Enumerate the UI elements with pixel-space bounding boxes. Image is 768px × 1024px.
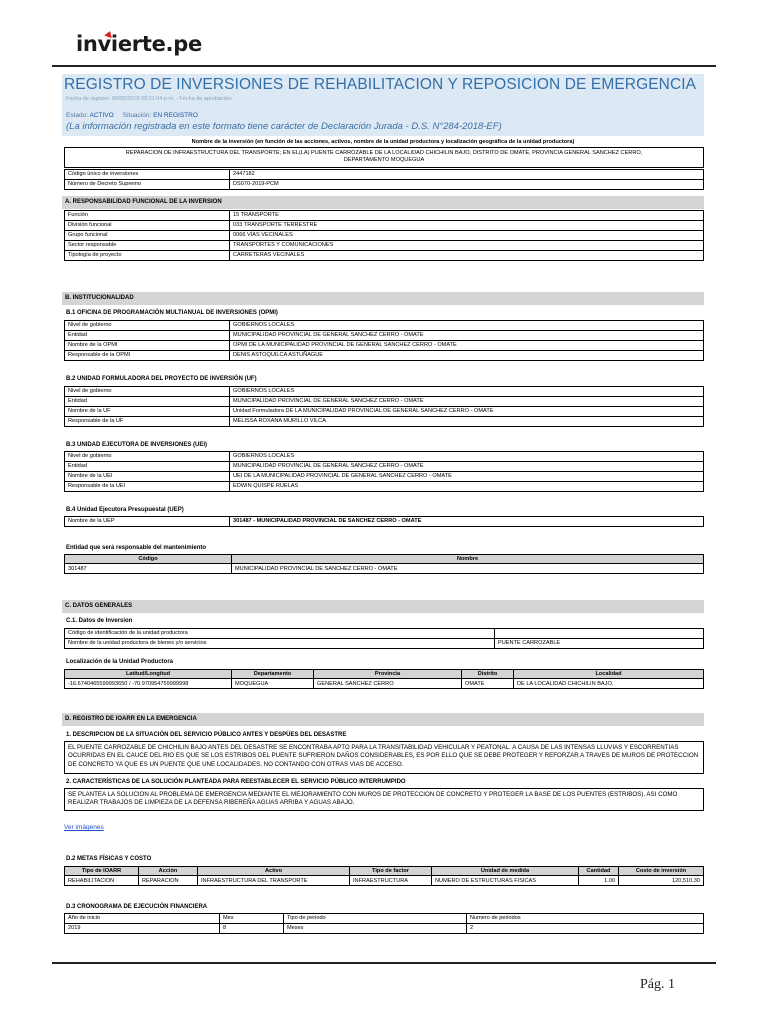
table-row [65, 679, 704, 689]
table-header-row [65, 555, 704, 564]
status-line [66, 112, 198, 119]
table-row [65, 221, 704, 231]
table-row [65, 564, 704, 574]
investment-name-heading: Nombre de la inversión (en función de las acciones, activos, nombre de la unidad productora y localización geográfica de la unidad productora) [191, 139, 575, 145]
table-cell: Nombre de la UEP [65, 517, 230, 527]
table-cell: GOBIERNOS LOCALES [230, 321, 704, 331]
table-cell: GENERAL SANCHEZ CERRO [314, 679, 462, 689]
b4-heading: B.4 Unidad Ejecutora Presupuestal (UEP) [66, 507, 184, 513]
table-cell: División funcional [65, 221, 230, 231]
table-cell: REPARACION [139, 876, 198, 886]
table-cell: INFRAESTRUCTURA DEL TRANSPORTE [198, 876, 350, 886]
cronograma-table [64, 913, 704, 934]
column-header: Tipo de IOARR [65, 867, 139, 876]
d1-heading: 1. DESCRIPCION DE LA SITUACIÓN DEL SERVICIO PÚBLICO ANTES Y DESPÜES DEL DESASTRE [66, 732, 347, 738]
table-cell: GOBIERNOS LOCALES [230, 452, 704, 462]
table-cell: Nivel de gobierno [65, 387, 230, 397]
table-cell: MOQUEGUA [232, 679, 314, 689]
column-header: Departamento [232, 670, 314, 679]
registration-dates: Fecha de registro: 09/05/2019 09:21:04 p.m. - Fecha de aprobación: [66, 96, 233, 102]
table-cell: MUNICIPALIDAD PROVINCIAL DE GENERAL SANCHEZ CERRO - OMATE [230, 397, 704, 407]
table-cell: Nombre de la UEI [65, 472, 230, 482]
table-cell: Nombre de la UF [65, 407, 230, 417]
table-cell: OMATE [462, 679, 514, 689]
d1-text: EL PUENTE CARROZABLE DE CHICHILIN BAJO ANTES DEL DESASTRE SE ENCONTRABA APTO PARA LA TRANSITABILIDAD VEHICULAR Y PEATONAL. A CAUSA DE LAS INTENSAS LLUVIAS Y ESCORRENTIAS OCURRIDAS EN EL CAUCE DEL RIO ES QUE SE LOS ESTRIBOS DEL PUENTE SUFRIERON DAÑOS CONSIDERABLES, ES POR ELLO QUE SE DEBE PROTEGER Y REFORZAR A TRAVES DE MUROS DE PROTECCION DE CONCRETO YA QUE ES UN PUENTE QUE UNE LOCALIDADES, NO CONTANDO CON OTRAS VIAS DE ACCESO. [64, 741, 704, 774]
table-cell: Responsable de la UEI [65, 482, 230, 492]
table-cell: 301487 [65, 564, 232, 574]
top-divider [52, 65, 716, 67]
table-cell: Mes [220, 914, 284, 924]
column-header: Activo [198, 867, 350, 876]
table-row [65, 482, 704, 492]
investment-name-table [64, 147, 704, 168]
table-cell: MUNICIPALIDAD PROVINCIAL DE GENERAL SANCHEZ CERRO - OMATE [230, 462, 704, 472]
table-row [65, 462, 704, 472]
column-header: Latitud/Longitud [65, 670, 232, 679]
invierte-logo [76, 32, 202, 56]
table-cell: UEI DE LA MUNICIPALIDAD PROVINCIAL DE GENERAL SANCHEZ CERRO - OMATE [230, 472, 704, 482]
bottom-divider [52, 962, 716, 964]
table-cell: Grupo funcional [65, 231, 230, 241]
table-cell: Tipología de proyecto [65, 251, 230, 261]
table-cell: Nivel de gobierno [65, 321, 230, 331]
declaration-note: (La información registrada en este formato tiene carácter de Declaración Jurada - D.S. N°284-2018-EF) [66, 121, 502, 132]
table-cell: INFRAESTRUCTURA [350, 876, 432, 886]
label-text: .pe [165, 32, 202, 56]
unit-table [64, 628, 704, 649]
table-cell: Nombre de la unidad productora de bienes y/o servicios [65, 639, 495, 649]
table-cell: Tipo de periodo [284, 914, 467, 924]
b2-heading: B.2 UNIDAD FORMULADORA DEL PROYECTO DE INVERSIÓN (UF) [66, 376, 257, 382]
label-text: Situación: [122, 112, 152, 119]
d2-heading: 2. CARACTERÍSTICAS DE LA SOLUCIÓN PLANTEADA PARA REESTABLECER EL SERVICIO PÚBLICO INTERRUMPIDO [66, 779, 406, 785]
table-row [65, 417, 704, 427]
table-cell: Meses [284, 924, 467, 934]
view-images-link[interactable]: Ver imágenes [64, 824, 104, 831]
table-header-row [65, 914, 704, 924]
page-number: Pág. 1 [640, 977, 675, 992]
table-cell: DS070-2019-PCM [230, 180, 704, 190]
table-cell: Entidad [65, 397, 230, 407]
column-header: Cantidad [579, 867, 619, 876]
location-heading: Localización de la Unidad Productora [66, 659, 174, 665]
table-cell: -16.6740465599993650 / -70.970954759999998 [65, 679, 232, 689]
table-cell: 033 TRANSPORTE TERRESTRE [230, 221, 704, 231]
table-cell: Número de Decreto Supremo [65, 180, 230, 190]
table-cell [495, 629, 704, 639]
investment-name: REPARACION DE INFRAESTRUCTURA DEL TRANSPORTE; EN EL(LA) PUENTE CARROZABLE DE LA LOCALIDAD CHICHILIN BAJO, DISTRITO DE OMATE, PROVINCIA GENERAL SANCHEZ CERRO, DEPARTAMENTO MOQUEGUA [65, 148, 704, 168]
table-row [65, 472, 704, 482]
label-text: invierte [76, 32, 166, 56]
table-cell: Código único de inversiones [65, 170, 230, 180]
column-header: Unidad de medida [432, 867, 579, 876]
table-cell: MUNICIPALIDAD PROVINCIAL DE SANCHEZ CERRO - OMATE [232, 564, 704, 574]
table-cell: DE LA LOCALIDAD CHICHILIN BAJO, [514, 679, 704, 689]
maintenance-table [64, 554, 704, 574]
b1-heading: B.1 OFICINA DE PROGRAMACIÓN MULTIANUAL DE INVERSIONES (OPMI) [66, 310, 278, 316]
table-row [65, 351, 704, 361]
table-row [65, 517, 704, 527]
table-row [65, 924, 704, 934]
table-cell: TRANSPORTES Y COMUNICACIONES [230, 241, 704, 251]
table-cell: REHABILITACION [65, 876, 139, 886]
table-cell: Entidad [65, 462, 230, 472]
table-row [65, 629, 704, 639]
table-cell: Entidad [65, 331, 230, 341]
section-b-heading: B. INSTITUCIONALIDAD [62, 292, 704, 305]
table-row [65, 321, 704, 331]
table-header-row [65, 148, 704, 168]
table-cell: 2 [467, 924, 704, 934]
table-row [65, 639, 704, 649]
table-row [65, 180, 704, 190]
column-header: Costo de inversión [619, 867, 704, 876]
d2-text: SE PLANTEA LA SOLUCION AL PROBLEMA DE EMERGENCIA MEDIANTE EL MEJORAMIENTO CON MUROS DE PROTECCION DE CONCRETO Y PROTEGER LA BASE DE LOS PUENTES (ESTRIBOS). ASI COMO REALIZAR TRABAJOS DE LIMPIEZA DE LA DEFENSA RIBEREÑA AGUAS ARRIBA Y AGUAS ABAJO. [64, 788, 704, 811]
table-cell: DENIS ASTOQUILCA ASTUÑAGUE [230, 351, 704, 361]
table-row [65, 876, 704, 886]
table-cell: MUNICIPALIDAD PROVINCIAL DE GENERAL SANCHEZ CERRO - OMATE [230, 331, 704, 341]
column-header: Distrito [462, 670, 514, 679]
table-cell: 1.00 [579, 876, 619, 886]
table-row [65, 170, 704, 180]
c1-heading: C.1. Datos de Inversion [66, 618, 133, 624]
table-cell: 15 TRANSPORTE [230, 211, 704, 221]
table-cell: Sector responsable [65, 241, 230, 251]
table-cell: NUMERO DE ESTRUCTURAS FISICAS [432, 876, 579, 886]
metas-heading: D.2 METAS FÍSICAS Y COSTO [66, 856, 152, 862]
table-cell: 2447182 [230, 170, 704, 180]
metas-table [64, 866, 704, 886]
table-cell: Año de inicio [65, 914, 220, 924]
table-cell: MELISSA ROXANA MURILLO VILCA [230, 417, 704, 427]
location-table [64, 669, 704, 689]
table-cell: 301487 - MUNICIPALIDAD PROVINCIAL DE SANCHEZ CERRO - OMATE [230, 517, 704, 527]
table-cell: Responsable de la UF [65, 417, 230, 427]
table-cell: EDWIN QUISPE RUELAS [230, 482, 704, 492]
table-cell: Nombre de la OPMI [65, 341, 230, 351]
table-cell: CARRETERAS VECINALES [230, 251, 704, 261]
column-header: Tipo de factor [350, 867, 432, 876]
page-title: REGISTRO DE INVERSIONES DE REHABILITACION Y REPOSICION DE EMERGENCIA [64, 76, 697, 93]
table-cell: Función [65, 211, 230, 221]
column-header: Acción [139, 867, 198, 876]
table-cell: Unidad Formuladora DE LA MUNICIPALIDAD PROVINCIAL DE GENERAL SANCHEZ CERRO - OMATE [230, 407, 704, 417]
section-d-heading: D. REGISTRO DE IOARR EN LA EMERGENCIA [62, 713, 704, 726]
column-header: Código [65, 555, 232, 564]
section-a-heading: A. RESPONSABILIDAD FUNCIONAL DE LA INVERSION [62, 196, 704, 209]
label-text: Estado: [66, 112, 89, 119]
column-header: Provincia [314, 670, 462, 679]
table-cell: PUENTE CARROZABLE [495, 639, 704, 649]
table-row [65, 452, 704, 462]
table-cell: Responsable de la OPMI [65, 351, 230, 361]
table-cell: 8 [220, 924, 284, 934]
table-row [65, 331, 704, 341]
table-cell: Nivel de gobierno [65, 452, 230, 462]
table-header-row [65, 867, 704, 876]
code-table [64, 169, 704, 190]
table-cell: 0066 VÍAS VECINALES [230, 231, 704, 241]
table-cell: GOBIERNOS LOCALES [230, 387, 704, 397]
table-cell: Código de identificación de la unidad productora [65, 629, 495, 639]
table-row [65, 231, 704, 241]
section-c-heading: C. DATOS GENERALES [62, 600, 704, 613]
cronograma-heading: D.3 CRONOGRAMA DE EJECUCIÓN FINANCIERA [66, 904, 208, 910]
b3-heading: B.3 UNIDAD EJECUTORA DE INVERSIONES (UEI) [66, 442, 208, 448]
table-cell: Numero de periodos [467, 914, 704, 924]
table-row [65, 407, 704, 417]
table-row [65, 211, 704, 221]
status-value: ACTIVO [89, 112, 114, 119]
table-cell: OPMI DE LA MUNICIPALIDAD PROVINCIAL DE GENERAL SANCHEZ CERRO - OMATE [230, 341, 704, 351]
table-cell: 2019 [65, 924, 220, 934]
table-row [65, 397, 704, 407]
uei-table [64, 451, 704, 492]
column-header: Localidad [514, 670, 704, 679]
table-row [65, 387, 704, 397]
maintenance-heading: Entidad que será responsable del mantenimiento [66, 545, 207, 551]
situation-value: EN REGISTRO [153, 112, 198, 119]
column-header: Nombre [232, 555, 704, 564]
table-header-row [65, 670, 704, 679]
table-cell: 120,510.30 [619, 876, 704, 886]
table-row [65, 341, 704, 351]
table-row [65, 241, 704, 251]
table-row [65, 251, 704, 261]
opmi-table [64, 320, 704, 361]
uep-table [64, 516, 704, 527]
uf-table [64, 386, 704, 427]
section-a-table [64, 210, 704, 261]
